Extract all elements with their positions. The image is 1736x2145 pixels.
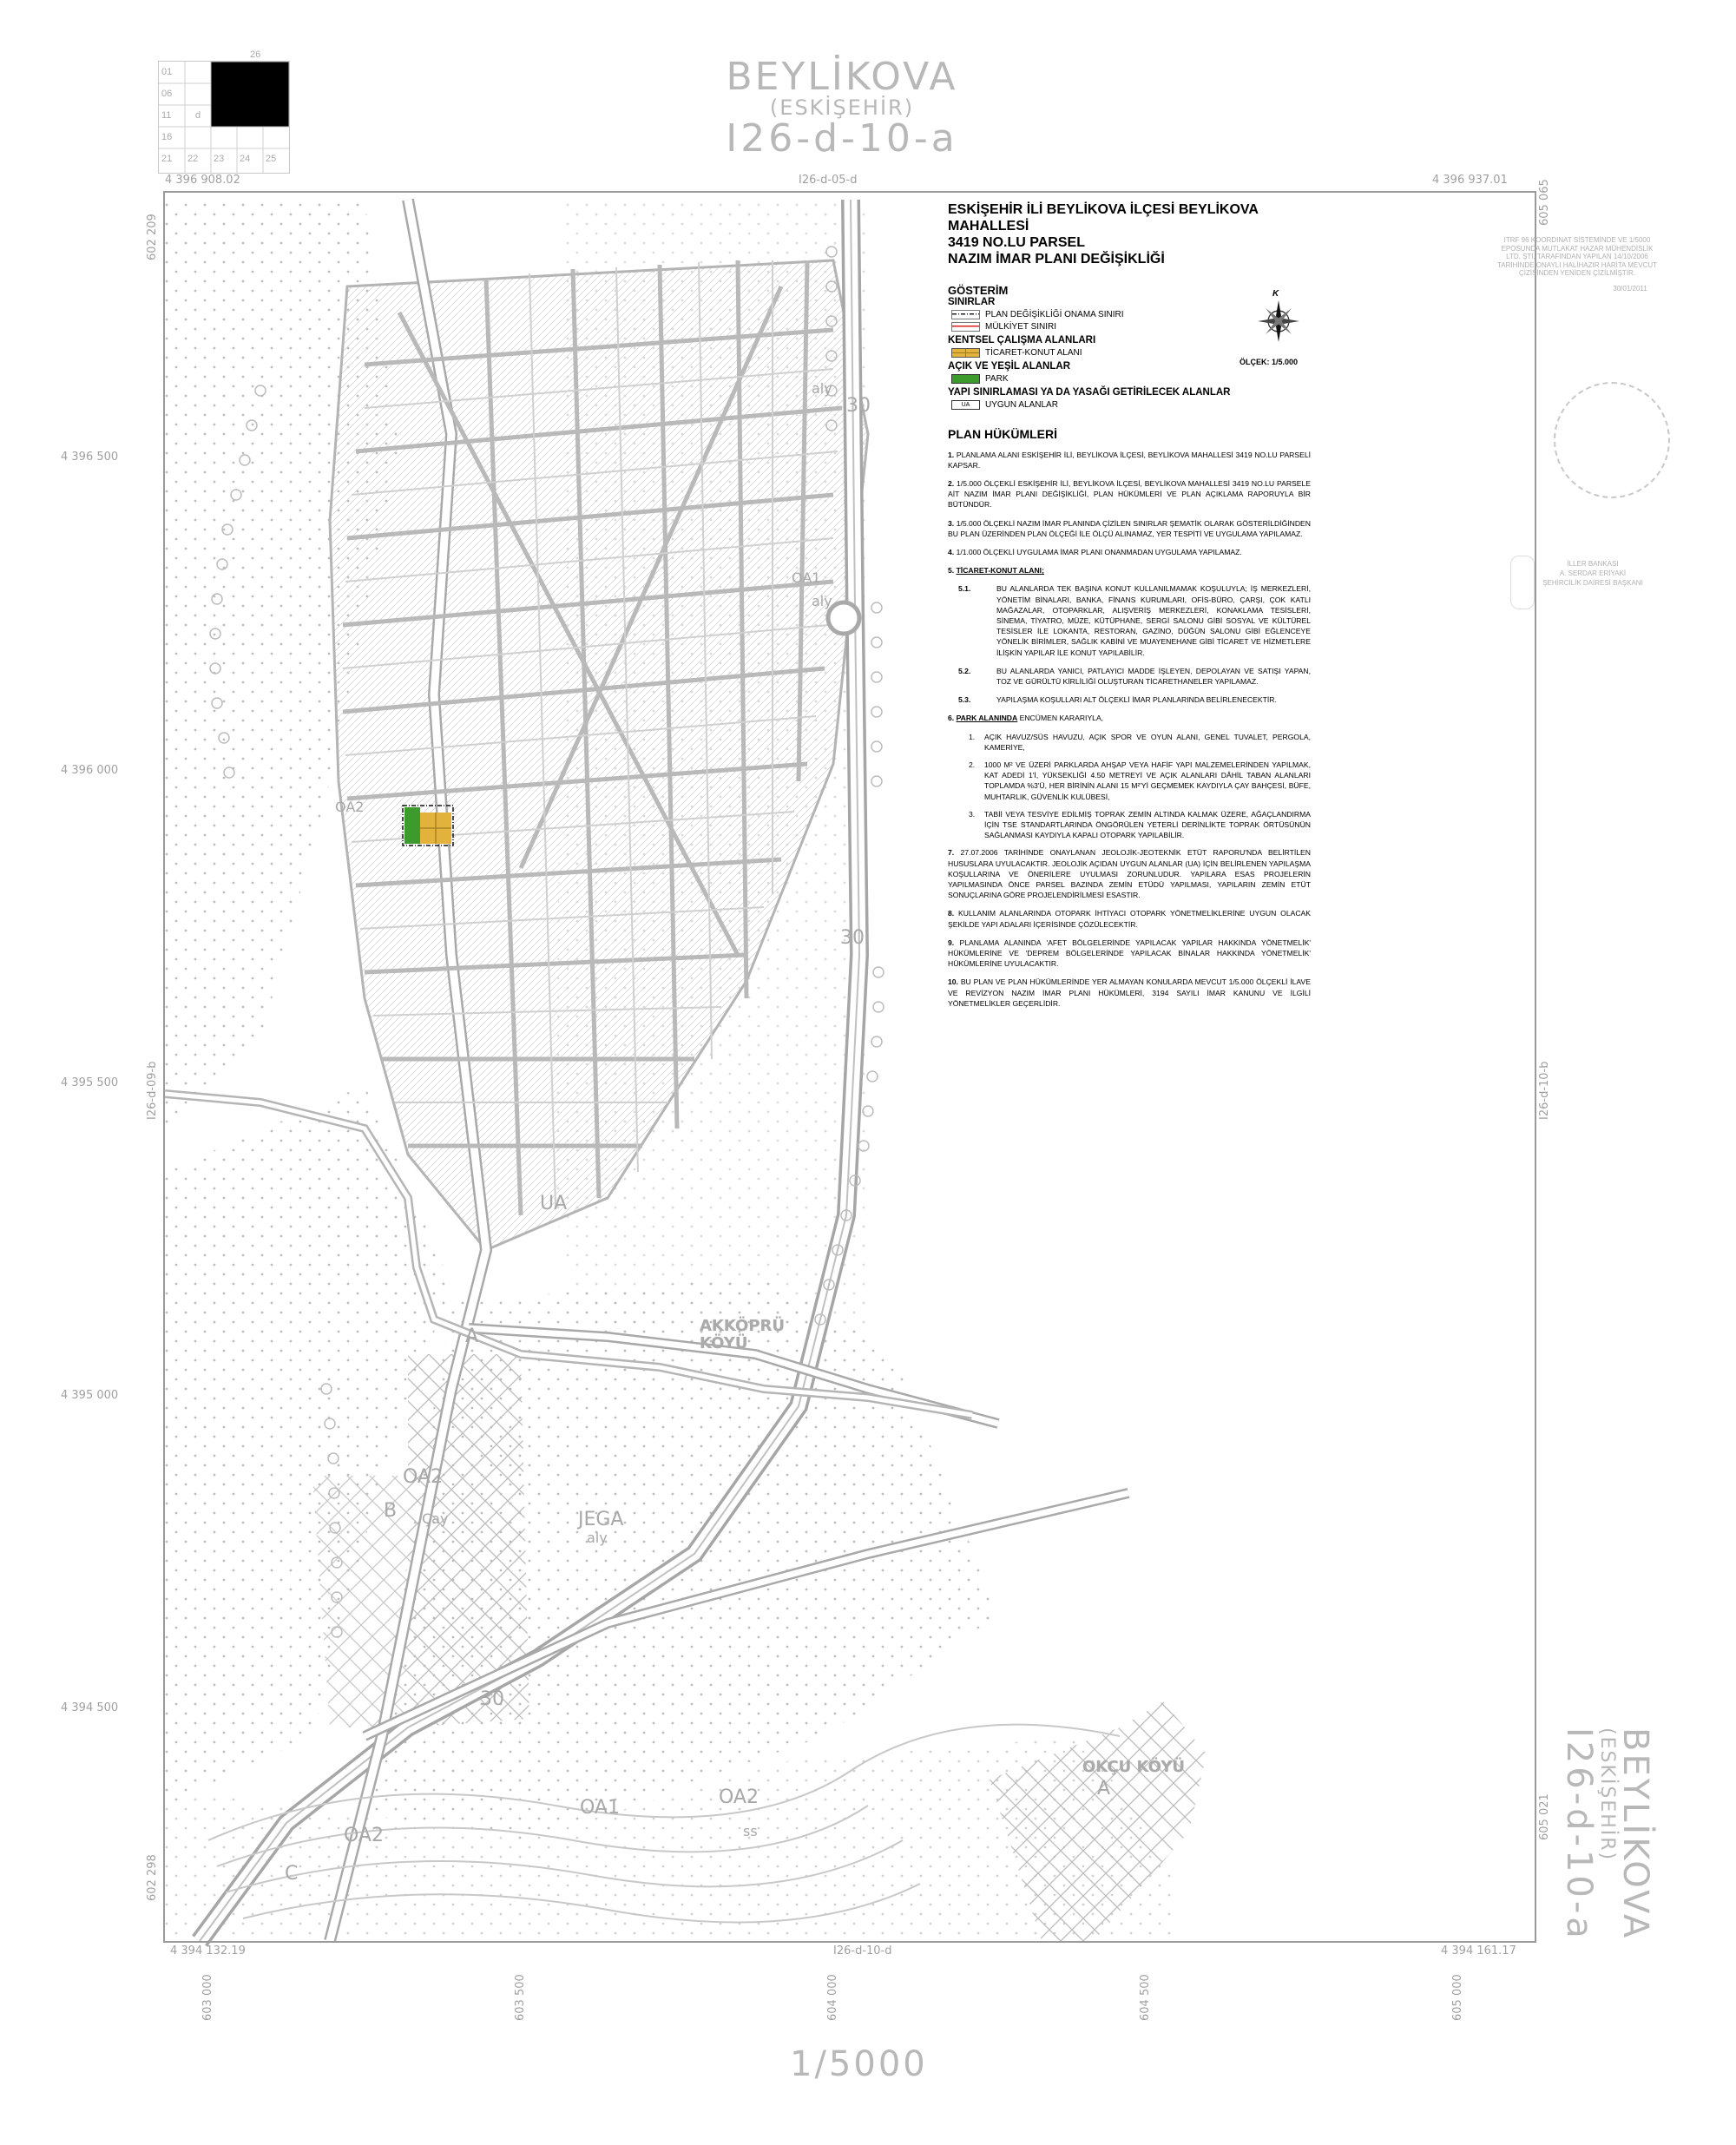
signature [1510,556,1535,609]
plan-provisions-title: PLAN HÜKÜMLERİ [948,426,1057,441]
index-number: 11 [161,110,172,121]
legend-item [951,348,1311,358]
provision-7: 7. 27.07.2006 TARİHİNDE ONAYLANAN JEOLOJİK-JEOTEKNİK ETÜT RAPORU'NDA BELİRTİLEN HUSUSLARA UYULACAKTIR. JEOLOJİK AÇIDAN UYGUN ALANLAR (UA) İÇİN BELİRLENEN YAPILAŞMA KOŞULLARINA VE ÖNERİLERE UYULMASI ZORUNLUDUR. YAPILARA ESAS PROJELERİN YAPILMASINDA ÖNCE PARSEL BAZINDA ZEMİN ETÜDÜ YAPILMASI, YAPILARIN ZEMİN ETÜT SONUÇLARINA GÖRE PROJELENDİRİLMESİ ESASTIR. [948,848,1311,900]
provision-4: 4. 1/1.000 ÖLÇEKLİ UYGULAMA İMAR PLANI ONANMADAN UYGULAMA YAPILAMAZ. [948,547,1242,556]
y-coord: 4 396 000 [61,764,119,777]
provision-9: 9. PLANLAMA ALANINDA 'AFET BÖLGELERİNDE YAPILACAK YAPILAR HAKKINDA YÖNETMELİK' HÜKÜMLERİNE VE 'DEPREM BÖLGELERİNDE YAPILACAK BİNALAR HAKKINDA YÖNETMELİK' HÜKÜMLERİNE UYULACAKTIR. [948,938,1312,969]
ownership-boundary-swatch [951,322,980,332]
map-label: C [285,1863,299,1885]
road-number: 30 [840,927,865,949]
bottom-right-x: 605 021 [1538,1793,1551,1840]
x-coord: 603 500 [514,1974,527,2021]
map-label: OA1 [792,569,821,586]
east-sheet-ref: I26-d-10-b [1538,1061,1551,1120]
index-number: 01 [161,67,173,77]
map-label: OA2 [719,1786,759,1808]
south-sheet-ref: I26-d-10-d [833,1944,892,1957]
x-coord: 605 000 [1451,1974,1464,2021]
park-swatch [951,374,980,384]
plan-boundary-swatch [951,310,980,319]
village-akkopru: AKKÖPRÜ KÖYÜ [700,1317,785,1352]
provision-10: 10. BU PLAN VE PLAN HÜKÜMLERİNDE YER ALMAYAN KONULARDA MEVCUT 1/5.000 ÖLÇEKLİ İLAVE VE REVİZYON NAZIM İMAR PLANI HÜKÜMLERİ, 3194 SAYILI İMAR KANUNU VE İLGİLİ YÖNETMELİKLER GEÇERLİDİR. [948,977,1311,1008]
sheet-title [686,57,998,160]
provision-6-1: 1. AÇIK HAVUZ/SÜS HAVUZU, AÇIK SPOR VE OYUN ALANI, GENEL TUVALET, PERGOLA, KAMERİYE, [969,732,1311,752]
sheet-name: BEYLİKOVA [726,55,958,99]
index-number: 25 [266,154,277,164]
provision-6-3: 3. TABİİ VEYA TESVİYE EDİLMİŞ TOPRAK ZEMİN ALTINDA KALMAK ÜZERE, AĞAÇLANDIRMA İÇİN TSE STANDARTLARINDA ÖNGÖRÜLEN YETERLİ DERİNLİKTE TOPRAK ÖRTÜSÜNÜN SAĞLANMASI KAYDIYLA KAPALI OTOPARK YAPILABİLİR. [969,809,1311,840]
map-label: B [384,1500,398,1522]
plan-title-line: ESKİŞEHİR İLİ BEYLİKOVA İLÇESİ BEYLİKOVA MAHALLESİ [948,202,1259,234]
provision-6: 6. PARK ALANINDA ENCÜMEN KARARIYLA, [948,714,1104,723]
top-right-x: 605 065 [1538,179,1551,226]
legend-label: MÜLKİYET SINIRI [985,321,1057,332]
x-coord: 603 000 [201,1974,214,2021]
map-label: OA1 [580,1797,620,1819]
map-label: ss [743,1823,758,1839]
round-stamp [1554,382,1670,498]
bottom-left-x: 602 298 [146,1854,159,1901]
sheet-province: (ESKİŞEHİR) [769,95,915,121]
stamp-date: 30/01/2011 [1613,285,1647,293]
sheet-index-grid [158,49,290,174]
suitable-area-swatch: UA [951,400,980,410]
y-coord: 4 394 500 [61,1701,119,1714]
road-number: 30 [480,1688,504,1710]
map-label: Çay [422,1510,449,1527]
index-number: 23 [214,154,225,164]
index-number: 16 [161,132,173,142]
plan-title-line: 3419 NO.LU PARSEL [948,234,1085,250]
provision-5-1: 5.1. BU ALANLARDA TEK BAŞINA KONUT KULLANILMAMAK KOŞULUYLA; İŞ MERKEZLERİ, YÖNETİM BİNALARI, BANKA, FİNANS KURUMLARI, OFİS-BÜRO, ÇARŞI, ÇOK KATLI MAĞAZALAR, OTOPARKLAR, ALIŞVERİŞ MERKEZLERİ, KONAKLAMA TESİSLERİ, SİNEMA, TİYATRO, MÜZE, KÜTÜPHANE, SERGİ SALONU GİBİ SOSYAL VE KÜLTÜREL TESİSLER İLE LOKANTA, RESTORAN, GAZİNO, DÜĞÜN SALONU GİBİ EĞLENCEYE YÖNELİK BİRİMLER, SAĞLIK KABİNİ VE MUAYENEHANE GİBİ TİCARET VE HİZMETLERE İLİŞKİN YAPILAR İLE KONUT YAPILABİLİR. [958,584,1311,657]
village-okcu: OKÇU KÖYÜ [1082,1758,1185,1776]
corner-coord: 4 396 937.01 [1432,174,1508,187]
index-number: 26 [250,49,261,60]
x-coord: 604 500 [1139,1974,1152,2021]
corner-coord: 4 394 132.19 [170,1944,246,1957]
road-number: 30 [846,395,871,417]
index-letter: d [195,110,201,121]
sheet-name-vertical: BEYLİKOVA [1615,1727,1655,1941]
provision-1: 1. PLANLAMA ALANI ESKİŞEHİR İLİ, BEYLİKOVA İLÇESİ, BEYLİKOVA MAHALLESİ 3419 NO.LU PARSELİ KAPSAR. [948,450,1312,470]
provision-6-2: 2. 1000 M² VE ÜZERİ PARKLARDA AHŞAP VEYA HAFİF YAPI MALZEMELERİNDEN YAPILMAK, KAT ADEDİ 1'İ, YÜKSEKLİĞİ 4.50 METREYİ VE AÇIK ALANLARI DÂHİL TABAN ALANLARI TOPLAMDA %3'Ü, HER BİRİNİN ALANI 15 M²'Yİ GEÇMEMEK KAYDIYLA ÇAY BAHÇESİ, BÜFE, MUHTARLIK, GÜVENLİK KULÜBESİ, [969,760,1311,801]
map-label: JEGA [578,1509,624,1530]
legend-label: PLAN DEĞİŞİKLİĞİ ONAMA SINIRI [985,309,1124,319]
map-label: aly [587,1530,608,1546]
map-label: aly [812,593,832,609]
north-letter: K [1272,289,1279,299]
stamp-dept: ŞEHİRCİLİK DAİRESİ BAŞKANI [1542,579,1643,587]
stamp-person: A. SERDAR ERİYAKİ [1559,569,1627,577]
commercial-residential-swatch [951,348,980,358]
map-label: aly [812,380,832,397]
sheet-code-vertical: I26-d-10-a [1558,1727,1599,1942]
provision-5-2: 5.2. BU ALANLARDA YANICI, PATLAYICI MADDE İŞLEYEN, DEPOLAYAN VE SATIŞI YAPAN, TOZ VE GÜRÜLTÜ KİRLİLİĞİ OLUŞTURAN TİCARETHANELER YAPILAMAZ. [958,666,1311,686]
map-label: OA2 [344,1825,384,1846]
scale-label: ÖLÇEK: 1/5.000 [1240,358,1299,366]
provision-3: 3. 1/5.000 ÖLÇEKLİ NAZIM İMAR PLANINDA ÇİZİLEN SINIRLAR ŞEMATİK OLARAK GÖSTERİLDİĞİNDEN BU PLAN ÜZERİNDEN PLAN ÖLÇEĞİ İLE ÖLÇÜ ALINAMAZ, YER TESPİTİ VE UYGULAMA YAPILAMAZ. [948,518,1311,538]
legend-section: SINIRLAR [948,296,996,307]
legend-label: UYGUN ALANLAR [985,399,1058,410]
stamp-bank: İLLER BANKASI [1567,560,1619,568]
legend-section: KENTSEL ÇALIŞMA ALANLARI [948,334,1096,345]
y-coord: 4 395 000 [61,1389,119,1402]
corner-coord: 4 396 908.02 [165,174,240,187]
map-label: OA2 [335,799,365,815]
provision-5-3: 5.3. YAPILAŞMA KOŞULLARI ALT ÖLÇEKLİ İMAR PLANLARINDA BELİRLENECEKTİR. [958,695,1277,705]
sheet-province-vertical: (ESKİŞEHİR) [1596,1727,1618,1862]
legend-section: AÇIK VE YEŞİL ALANLAR [948,360,1070,372]
provision-5: 5. TİCARET-KONUT ALANI; [948,566,1044,576]
x-coord: 604 000 [826,1974,839,2021]
y-coord: 4 396 500 [61,451,119,464]
top-left-x: 602 209 [146,214,159,260]
index-number: 24 [240,154,251,164]
legend-section: YAPI SINIRLAMASI YA DA YASAĞI GETİRİLECEK ALANLAR [948,386,1231,398]
sheet-scale: 1/5000 [790,2044,928,2084]
west-sheet-ref: I26-d-09-b [146,1061,159,1120]
stamp-note: ITRF 96 KOORDINAT SİSTEMİNDE VE 1/5000 EPOSUNDA MUTLAKAT HAZAR MÜHENDİSLİK LTD. ŞTİ. TARAFINDAN YAPILAN 14/10/2006 TARİHİNDE ONAYLI HALİHAZIR HARİTA MEVCUT ÇİZİSİNDEN YENİDEN ÇİZİLMİŞTİR. [1496,236,1658,278]
y-coord: 4 395 500 [61,1076,119,1089]
provision-2: 2. 1/5.000 ÖLÇEKLİ ESKİŞEHİR İLİ, BEYLİKOVA İLÇESİ, BEYLİKOVA MAHALLESİ 3419 NO.LU PARSELE AİT NAZIM İMAR PLANI DEĞİŞİKLİĞİ, PLAN HÜKÜMLERİ VE PLAN AÇIKLAMA RAPORUYLA BİR BÜTÜNDÜR. [948,478,1312,510]
legend-label: PARK [985,373,1009,384]
index-number: 22 [187,154,199,164]
legend-label: TİCARET-KONUT ALANI [985,347,1082,358]
legend-title: GÖSTERİM [948,283,1009,297]
index-number: 21 [161,154,173,164]
sheet-title-vertical [1558,1727,1655,1942]
plan-title-line: NAZIM İMAR PLANI DEĞİŞİKLİĞİ [948,251,1165,266]
corner-coord: 4 394 161.17 [1441,1944,1516,1957]
map-label: A [465,1326,479,1347]
map-label: A [1097,1778,1111,1800]
north-sheet-ref: I26-d-05-d [799,174,858,187]
map-label: UA [540,1193,568,1214]
legend-item [951,400,1311,410]
provision-8: 8. KULLANIM ALANLARINDA OTOPARK İHTİYACI OTOPARK YÖNETMELİKLERİNE UYGUN OLACAK ŞEKİLDE YAPI ADALARI İÇERİSİNDE ÇÖZÜLECEKTİR. [948,909,1312,929]
map-label: OA2 [403,1466,443,1488]
legend-item [951,374,1311,384]
index-number: 06 [161,89,173,99]
sheet-code: I26-d-10-a [726,116,958,161]
sheet-frame [163,191,1536,1943]
